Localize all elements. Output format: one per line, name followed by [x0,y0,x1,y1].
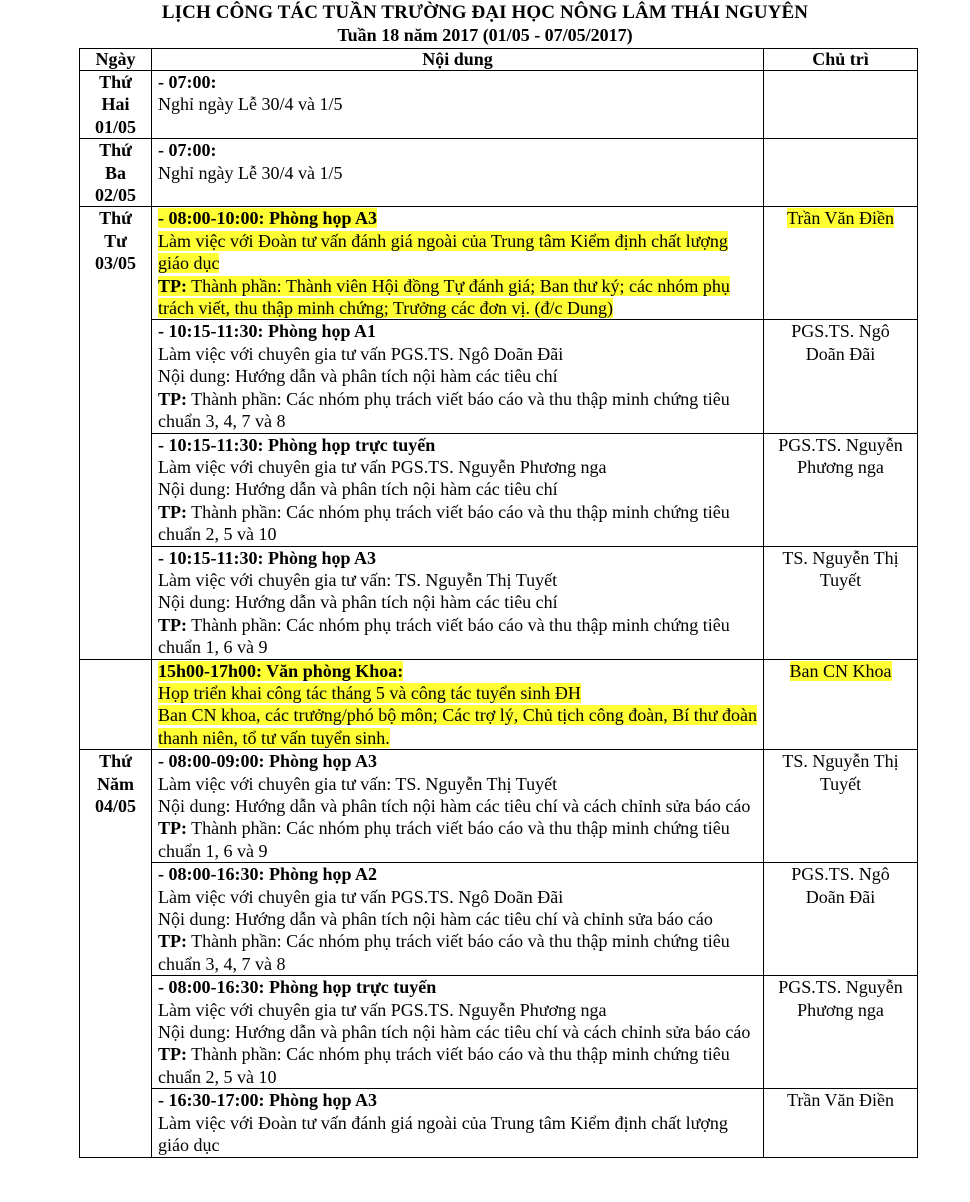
event-time: 15h00-17h00: Văn phòng Khoa: [158,660,404,681]
event-topic: Nội dung: Hướng dẫn và phân tích nội hàm các tiêu chí và chỉnh sửa báo cáo [158,909,713,930]
tp-label: TP: [158,818,187,839]
day-cell-tue: Thứ Ba 02/05 [80,139,152,207]
event-time: - 08:00-16:30: Phòng họp A2 [158,864,378,885]
event-time: - 07:00: [158,72,217,92]
host-cell [764,207,918,320]
event-cell [152,976,764,1089]
event-description: Làm việc với chuyên gia tư vấn PGS.TS. Ngô Doãn Đãi [158,886,564,907]
host-name: Ban CN Khoa [789,660,892,681]
event-description: Họp triển khai công tác tháng 5 và công tác tuyển sinh ĐH [158,682,581,703]
event-participants: Ban CN khoa, các trưởng/phó bộ môn; Các trợ lý, Chủ tịch công đoàn, Bí thư đoàn thanh niên, tổ tư vấn tuyển sinh. [158,705,757,748]
event-cell [152,320,764,433]
host-cell [764,1089,918,1157]
event-description: Làm việc với chuyên gia tư vấn PGS.TS. Nguyễn Phương nga [158,456,607,477]
host-name: TS. Nguyễn Thị Tuyết [782,751,899,794]
event-cell [152,659,764,750]
event-description: Nghỉ ngày Lễ 30/4 và 1/5 [158,162,343,183]
host-cell [764,659,918,750]
host-cell [764,750,918,863]
event-cell [152,546,764,659]
event-participants: Thành phần: Các nhóm phụ trách viết báo cáo và thu thập minh chứng tiêu chuẩn 1, 6 và 9 [158,614,730,658]
event-topic: Nội dung: Hướng dẫn và phân tích nội hàm các tiêu chí [158,592,558,613]
host-name: Trần Văn Điền [787,208,894,229]
table-row [80,139,918,207]
header-host: Chủ trì [764,49,918,71]
schedule-table [79,48,918,1158]
host-cell [764,433,918,546]
host-cell [764,320,918,433]
event-cell [152,207,764,320]
table-row [80,433,918,546]
event-time: - 10:15-11:30: Phòng họp A1 [158,321,377,342]
event-time: - 16:30-17:00: Phòng họp A3 [158,1090,378,1111]
event-topic: Nội dung: Hướng dẫn và phân tích nội hàm các tiêu chí và cách chỉnh sửa báo cáo [158,796,751,816]
event-topic: Nội dung: Hướng dẫn và phân tích nội hàm các tiêu chí và cách chỉnh sửa báo cáo [158,1022,751,1043]
event-time: - 08:00-10:00: Phòng họp A3 [158,208,378,229]
table-header-row [80,49,918,71]
event-cell [152,1089,764,1157]
schedule-page [0,2,970,1202]
event-description: Nghỉ ngày Lễ 30/4 và 1/5 [158,94,343,115]
tp-label: TP: [158,501,187,522]
host-name: PGS.TS. Ngô Doãn Đãi [791,864,890,907]
event-participants: Thành phần: Các nhóm phụ trách viết báo cáo và thu thập minh chứng tiêu chuẩn 1, 6 và 9 [158,818,730,861]
event-topic: Nội dung: Hướng dẫn và phân tích nội hàm các tiêu chí [158,479,558,500]
event-cell [152,863,764,976]
day-cell-thu: Thứ Năm 04/05 [80,750,152,1157]
event-description: Làm việc với chuyên gia tư vấn PGS.TS. Nguyễn Phương nga [158,999,607,1020]
host-name: PGS.TS. Nguyễn Phương nga [778,434,903,477]
table-row [80,976,918,1089]
tp-label: TP: [158,931,187,952]
event-description: Làm việc với chuyên gia tư vấn: TS. Nguyễn Thị Tuyết [158,569,558,590]
event-time: - 10:15-11:30: Phòng họp A3 [158,547,377,568]
event-cell [152,433,764,546]
host-name: Trần Văn Điền [787,1090,894,1111]
host-name: PGS.TS. Nguyễn Phương nga [778,977,903,1020]
table-row [80,71,918,139]
event-topic: Nội dung: Hướng dẫn và phân tích nội hàm các tiêu chí [158,366,558,387]
table-row [80,207,918,320]
tp-label: TP: [158,275,187,296]
event-time: - 07:00: [158,140,217,161]
table-row [80,659,918,750]
tp-label: TP: [158,1044,187,1065]
host-cell [764,863,918,976]
day-cell-empty [80,659,152,750]
event-cell [152,139,764,207]
event-participants: Thành phần: Các nhóm phụ trách viết báo cáo và thu thập minh chứng tiêu chuẩn 2, 5 và 10 [158,1044,730,1087]
event-participants: Thành phần: Các nhóm phụ trách viết báo cáo và thu thập minh chứng tiêu chuẩn 3, 4, 7 và 8 [158,388,730,432]
event-cell [152,750,764,863]
table-row [80,546,918,659]
event-time: - 08:00-09:00: Phòng họp A3 [158,751,378,772]
tp-label: TP: [158,388,187,409]
host-cell [764,71,918,139]
table-row [80,1089,918,1157]
day-cell-wed: Thứ Tư 03/05 [80,207,152,659]
header-day: Ngày [80,49,152,71]
event-description: Làm việc với Đoàn tư vấn đánh giá ngoài của Trung tâm Kiểm định chất lượng giáo dục [158,230,728,274]
event-description: Làm việc với chuyên gia tư vấn PGS.TS. Ngô Doãn Đãi [158,343,564,364]
event-participants: Thành phần: Các nhóm phụ trách viết báo cáo và thu thập minh chứng tiêu chuẩn 2, 5 và 10 [158,501,730,545]
host-name: PGS.TS. Ngô Doãn Đãi [791,321,890,364]
event-participants: Thành phần: Thành viên Hội đồng Tự đánh giá; Ban thư ký; các nhóm phụ trách viết, thu thập minh chứng; Trưởng các đơn vị. (đ/c Dung) [158,275,730,319]
event-description: Làm việc với chuyên gia tư vấn: TS. Nguyễn Thị Tuyết [158,773,558,794]
table-row [80,320,918,433]
event-participants: Thành phần: Các nhóm phụ trách viết báo cáo và thu thập minh chứng tiêu chuẩn 3, 4, 7 và 8 [158,931,730,974]
host-cell [764,976,918,1089]
page-subtitle: Tuần 18 năm 2017 (01/05 - 07/05/2017) [337,25,633,45]
tp-label: TP: [158,614,187,635]
host-cell [764,139,918,207]
host-name: TS. Nguyễn Thị Tuyết [782,547,899,590]
event-cell [152,71,764,139]
event-time: - 10:15-11:30: Phòng họp trực tuyến [158,434,436,455]
event-time: - 08:00-16:30: Phòng họp trực tuyến [158,977,437,998]
host-cell [764,546,918,659]
header-content: Nội dung [152,49,764,71]
table-row [80,863,918,976]
event-description: Làm việc với Đoàn tư vấn đánh giá ngoài của Trung tâm Kiểm định chất lượng giáo dục [158,1112,728,1156]
page-title: LỊCH CÔNG TÁC TUẦN TRƯỜNG ĐẠI HỌC NÔNG LÂM THÁI NGUYÊN [161,2,809,23]
day-cell-mon: Thứ Hai 01/05 [80,71,152,139]
table-row [80,750,918,863]
